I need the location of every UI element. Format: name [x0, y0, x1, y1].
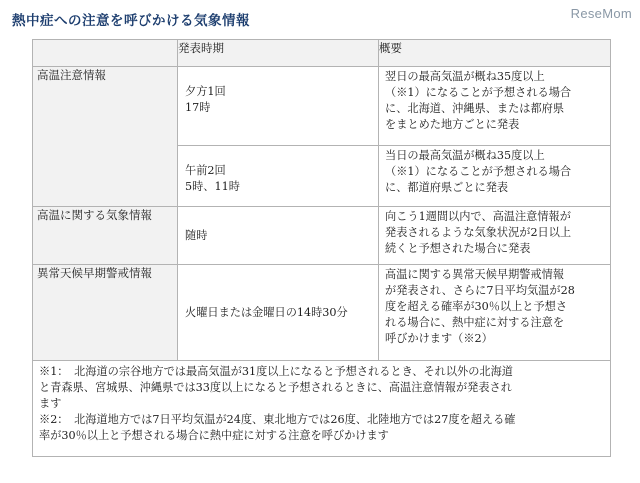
- category-cell: 高温に関する気象情報: [33, 207, 178, 265]
- summary-line: 発表されるような気象状況が2日以上: [385, 226, 572, 239]
- summary-line: 翌日の最高気温が概ね35度以上: [385, 70, 545, 83]
- summary-line: 当日の最高気温が概ね35度以上: [385, 149, 545, 162]
- summary-line: 向こう1週間以内で、高温注意情報が: [385, 210, 571, 223]
- time-cell: [178, 265, 379, 361]
- summary-line: れる場合に、熱中症に対する注意を: [385, 316, 565, 329]
- table-row: [33, 207, 611, 265]
- footnotes-cell: [33, 361, 611, 457]
- footnote-line: と青森県、宮城県、沖縄県では33度以上になると予想されるときに、高温注意情報が発表され: [39, 381, 512, 394]
- summary-cell: [379, 265, 611, 361]
- time-line: 午前2回: [185, 164, 226, 177]
- summary-line: 続くと予想された場合に発表: [385, 242, 531, 255]
- summary-line: が発表され、さらに7日平均気温が28: [385, 284, 575, 297]
- footnote-line: 率が30％以上と予想される場合に熱中症に対する注意を呼びかけます: [39, 429, 389, 442]
- summary-line: をまとめた地方ごとに発表: [385, 118, 520, 131]
- summary-cell: [379, 207, 611, 265]
- summary-cell: [379, 67, 611, 146]
- page-title: 熱中症への注意を呼びかける気象情報: [12, 13, 250, 29]
- header-category: [33, 40, 178, 67]
- footnote-line: ※2： 北海道地方では7日平均気温が24度、東北地方では26度、北陸地方では27度を超える確: [39, 413, 516, 426]
- summary-line: 度を超える確率が30％以上と予想さ: [385, 300, 568, 313]
- header-row: [33, 40, 611, 67]
- summary-cell: [379, 146, 611, 207]
- table-row: [33, 265, 611, 361]
- site-logo[interactable]: ReseMom: [570, 6, 632, 21]
- time-cell: [178, 146, 379, 207]
- summary-line: （※1）になることが予想される場合: [385, 86, 572, 99]
- table-row: [33, 67, 611, 146]
- notes-row: [33, 361, 611, 457]
- summary-line: に、北海道、沖縄県、または都府県: [385, 102, 565, 115]
- category-cell: 異常天候早期警戒情報: [33, 265, 178, 361]
- time-cell: [178, 67, 379, 146]
- summary-line: （※1）になることが予想される場合: [385, 165, 572, 178]
- time-line: 随時: [185, 228, 208, 242]
- weather-info-table: [32, 39, 611, 457]
- time-line: 火曜日または金曜日の14時30分: [185, 305, 348, 319]
- time-line: 5時、11時: [185, 180, 240, 193]
- category-cell: 高温注意情報: [33, 67, 178, 207]
- time-line: 夕方1回: [185, 85, 226, 98]
- summary-line: 高温に関する異常天候早期警戒情報: [385, 268, 565, 281]
- summary-line: に、都道府県ごとに発表: [385, 181, 509, 194]
- time-line: 17時: [185, 101, 211, 114]
- summary-line: 呼びかけます（※2）: [385, 332, 493, 345]
- footnote-2: [39, 412, 605, 444]
- time-cell: [178, 207, 379, 265]
- header-summary: 概要: [379, 40, 611, 67]
- footnote-1: [39, 364, 605, 412]
- footnote-line: ※1： 北海道の宗谷地方では最高気温が31度以上になると予想されるとき、それ以外の北海道: [39, 365, 513, 378]
- header-time: 発表時期: [178, 40, 379, 67]
- footnote-line: ます: [39, 397, 62, 410]
